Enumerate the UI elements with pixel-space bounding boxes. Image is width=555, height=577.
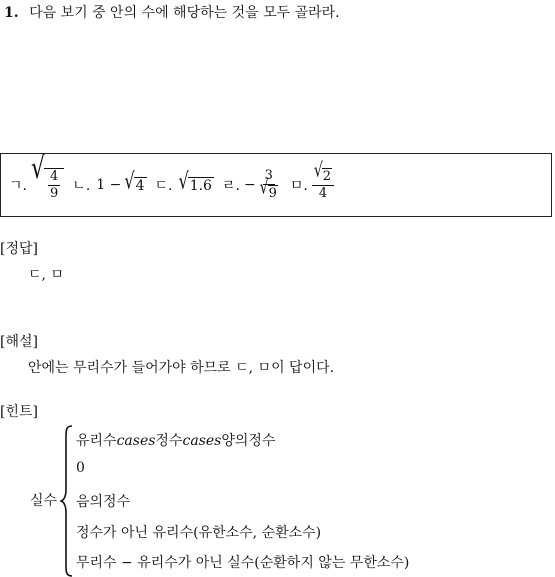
- radical-sign-icon: √: [259, 176, 269, 200]
- choice-a-denominator: 9: [50, 186, 59, 201]
- hint-line-1-cases-a: cases: [116, 433, 156, 449]
- choices-row: [9, 151, 336, 202]
- hint-line-1-rational: 유리수: [76, 433, 117, 449]
- hint-root-label: 실수: [30, 493, 58, 509]
- question-number: 1.: [4, 5, 19, 21]
- explanation-heading: [해설]: [0, 334, 38, 350]
- choice-e-fraction: [312, 159, 334, 202]
- hint-line-1-positive-integer: 양의정수: [221, 433, 276, 449]
- hint-line-4: 정수가 아닌 유리수(유한소수, 순환소수): [76, 525, 322, 541]
- choice-d-denominator-sqrt: [259, 176, 278, 202]
- choice-d-label: ㄹ.: [221, 178, 240, 194]
- choice-d-numerator: 3: [264, 168, 273, 183]
- answer-heading: [정답]: [0, 241, 38, 257]
- hint-heading: [힌트]: [0, 404, 38, 420]
- choice-e-numerator-sqrt: [313, 159, 332, 185]
- choice-b-radicand: 4: [135, 177, 145, 194]
- question-line: [4, 2, 340, 22]
- choice-b-sqrt: [124, 166, 146, 194]
- radical-sign-icon: √: [30, 151, 46, 187]
- answer-text: ㄷ, ㅁ: [28, 267, 64, 283]
- choice-a-numerator: 4: [50, 169, 59, 184]
- hint-line-1-cases-b: cases: [182, 433, 222, 449]
- choice-d-minus: −: [243, 177, 256, 193]
- choices-box: [0, 153, 552, 217]
- choice-d-radicand: 9: [268, 186, 277, 201]
- hint-line-3: 음의정수: [76, 494, 131, 510]
- choice-d-fraction: [258, 168, 280, 202]
- question-text: 다음 보기 중 안의 수에 해당하는 것을 모두 골라라.: [29, 5, 340, 21]
- choice-c-label: ㄷ.: [154, 178, 173, 194]
- choice-e-radicand: 2: [322, 169, 332, 184]
- explanation-text: 안에는 무리수가 들어가야 하므로 ㄷ, ㅁ이 답이다.: [28, 360, 335, 376]
- choice-e-denominator: 4: [318, 186, 328, 201]
- hint-line-2: 0: [76, 460, 85, 476]
- hint-line-1: [76, 430, 275, 450]
- radical-sign-icon: √: [178, 166, 189, 194]
- choice-e-label: ㅁ.: [289, 178, 308, 194]
- hint-line-1-integer: 정수: [155, 433, 183, 449]
- hint-line-5: 무리수 − 유리수가 아닌 실수(순환하지 않는 무한소수): [76, 555, 410, 571]
- choice-b-label: ㄴ.: [72, 178, 91, 194]
- choice-a-expression: [30, 151, 64, 202]
- choice-a-label: ㄱ.: [9, 178, 27, 194]
- choice-c-sqrt: [178, 166, 213, 194]
- curly-brace-icon: [60, 425, 74, 577]
- radical-sign-icon: √: [313, 159, 323, 183]
- choice-c-radicand: 1.6: [189, 177, 212, 194]
- choice-b-expression: 1 −: [96, 177, 122, 193]
- radical-sign-icon: √: [124, 166, 135, 194]
